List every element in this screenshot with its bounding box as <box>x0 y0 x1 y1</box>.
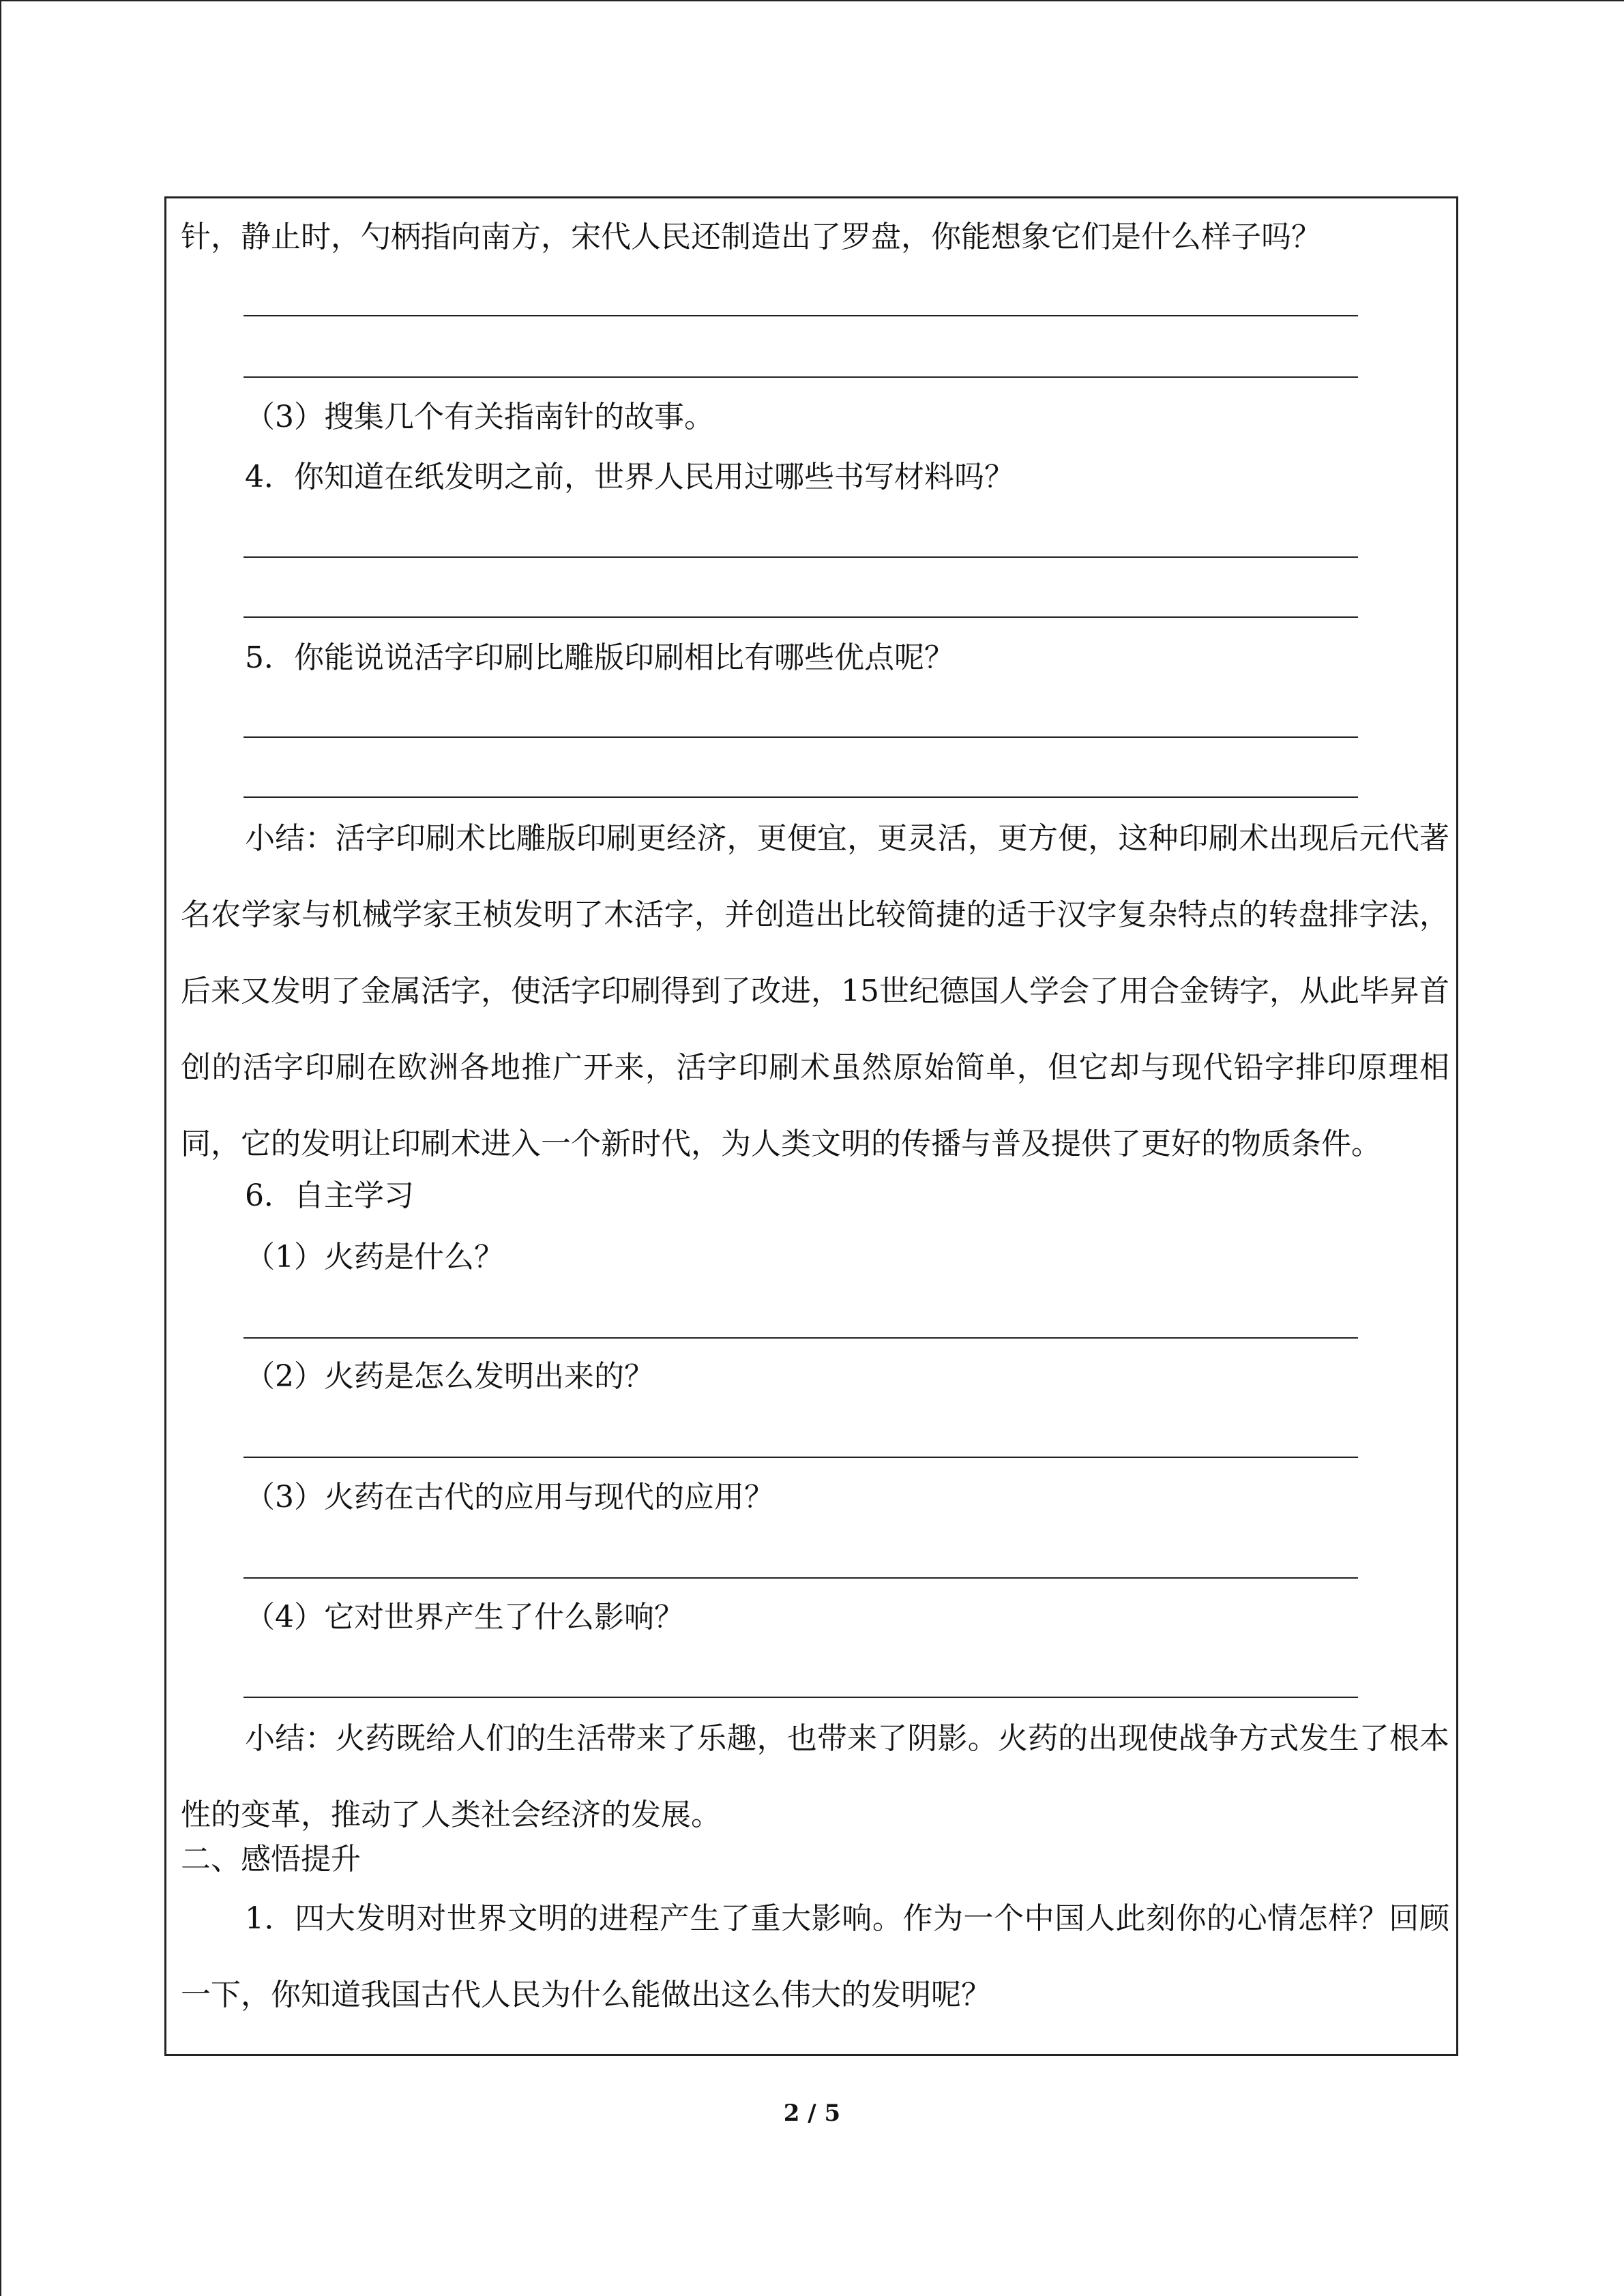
answer-blank-line[interactable] <box>243 1577 1358 1579</box>
compass-question-continued: 针，静止时，勺柄指向南方，宋代人民还制造出了罗盘，你能想象它们是什么样子吗？ <box>181 220 1321 254</box>
section-6-self-study: 6．自主学习 <box>245 1178 414 1213</box>
answer-blank-line[interactable] <box>243 315 1358 316</box>
answer-blank-line[interactable] <box>243 2054 1358 2055</box>
summary-printing: 小结：活字印刷术比雕版印刷更经济，更便宜，更灵活，更方便，这种印刷术出现后元代著名农学家与机械学家王桢发明了木活字，并创造出比较简捷的适于汉字复杂特点的转盘排字法，后来又发明了金属活字，使活字印刷得到了改进，15世纪德国人学会了用合金铸字，从此毕昇首创的活字印刷在欧洲各地推广开来，活字印刷术虽然原始简单，但它却与现代铅字排印原理相同，它的发明让印刷术进入一个新时代，为人类文明的传播与普及提供了更好的物质条件。 <box>181 821 1449 1161</box>
answer-blank-line[interactable] <box>243 1337 1358 1339</box>
answer-blank-line[interactable] <box>243 796 1358 798</box>
gunpowder-question-3: （3）火药在古代的应用与现代的应用？ <box>245 1480 774 1515</box>
section-two-heading: 二、感悟提升 <box>181 1842 361 1877</box>
answer-blank-line[interactable] <box>243 1697 1358 1698</box>
question-5-movable-type: 5．你能说说活字印刷比雕版印刷相比有哪些优点呢？ <box>245 640 954 675</box>
gunpowder-question-2: （2）火药是怎么发明出来的？ <box>245 1359 654 1394</box>
gunpowder-question-4: （4）它对世界产生了什么影响？ <box>245 1600 684 1635</box>
answer-blank-line[interactable] <box>243 556 1358 558</box>
answer-blank-line[interactable] <box>243 616 1358 618</box>
question-4-writing-material: 4．你知道在纸发明之前，世界人民用过哪些书写材料吗？ <box>245 460 1014 494</box>
answer-blank-line[interactable] <box>243 376 1358 378</box>
reflection-question-1: 1．四大发明对世界文明的进程产生了重大影响。作为一个中国人此刻你的心情怎样？回顾一下，你知道我国古代人民为什么能做出这么伟大的发明呢？ <box>181 1901 1449 2012</box>
question-3-compass-story: （3）搜集几个有关指南针的故事。 <box>245 400 714 434</box>
summary-gunpowder: 小结：火药既给人们的生活带来了乐趣，也带来了阴影。火药的出现使战争方式发生了根本性的变革，推动了人类社会经济的发展。 <box>181 1721 1449 1832</box>
gunpowder-question-1: （1）火药是什么？ <box>245 1240 504 1274</box>
answer-blank-line[interactable] <box>243 736 1358 738</box>
answer-blank-line[interactable] <box>243 1457 1358 1458</box>
page-number: 2 / 5 <box>783 2100 841 2127</box>
